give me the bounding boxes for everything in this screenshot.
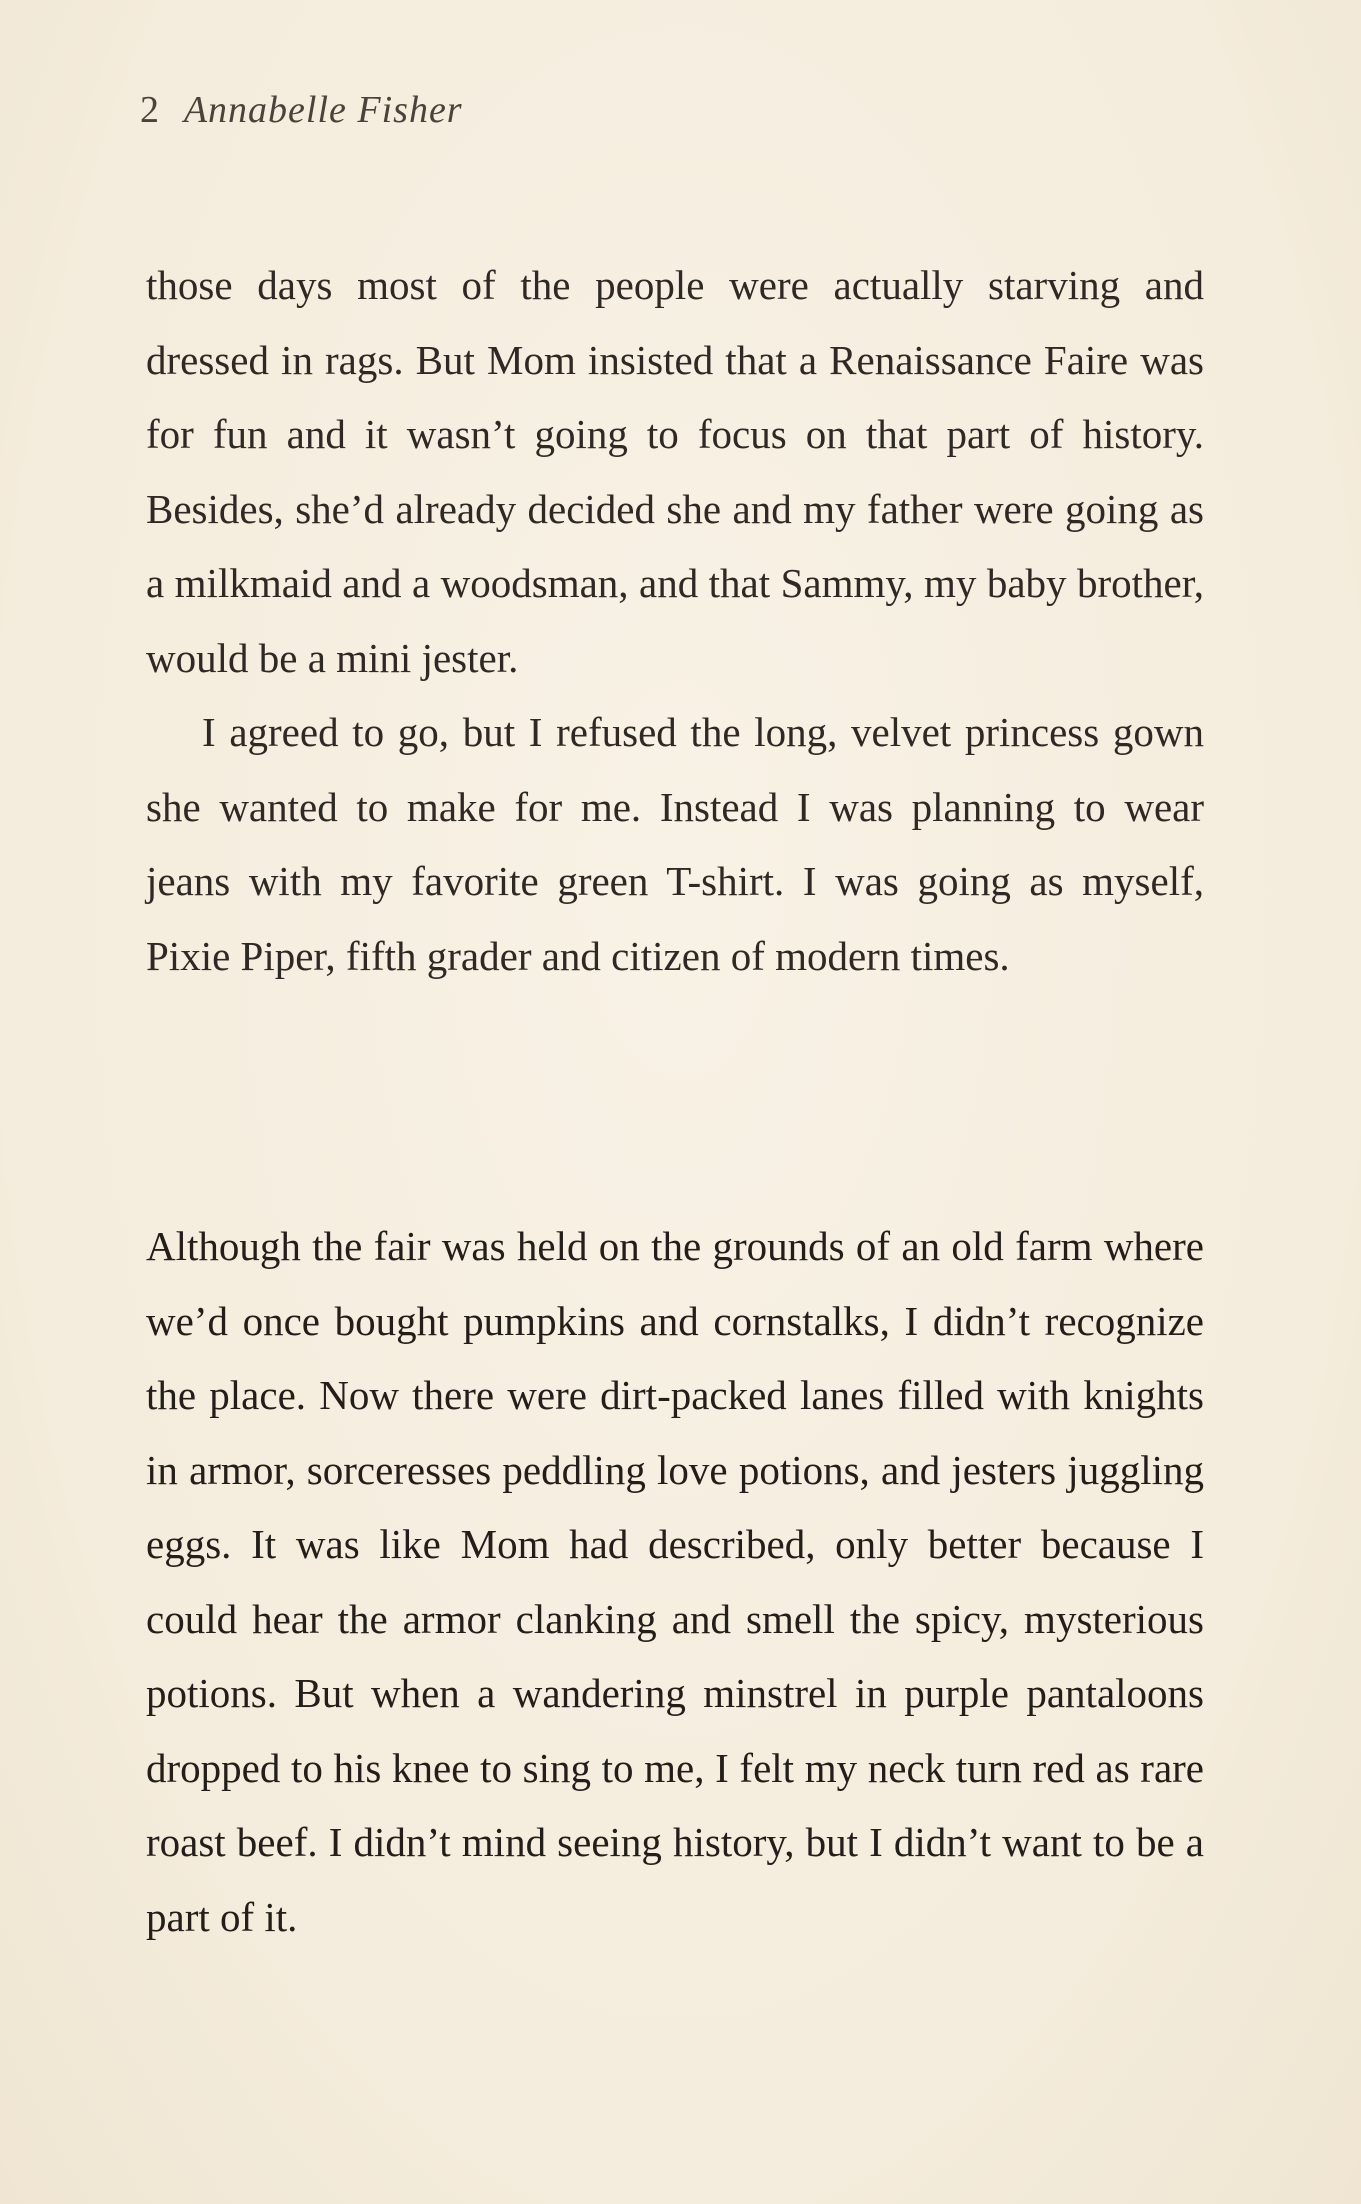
text-section-2 bbox=[146, 1209, 1204, 1954]
page-number: 2 bbox=[140, 89, 160, 131]
paragraph: Although the fair was held on the grounds of an old farm where we’d once bought pumpkins and cornstalks, I didn’t recognize the place. Now there were dirt-packed lanes filled with knights in armor, sorceresses peddling love potions, and jesters juggling eggs. It was like Mom had described, only better because I could hear the armor clanking and smell the spicy, mysterious potions. But when a wandering minstrel in purple pantaloons dropped to his knee to sing to me, I felt my neck turn red as rare roast beef. I didn’t mind seeing history, but I didn’t want to be a part of it. bbox=[146, 1223, 1204, 1940]
author-name: Annabelle Fisher bbox=[183, 89, 463, 131]
running-head bbox=[140, 88, 463, 132]
paragraph: those days most of the people were actually starving and dressed in rags. But Mom insisted that a Renaissance Faire was for fun and it wasn’t going to focus on that part of history. Besides, she’d already decided she and my father were going as a milkmaid and a woodsman, and that Sammy, my baby brother, would be a mini jester. bbox=[146, 262, 1204, 681]
text-section-1 bbox=[146, 248, 1204, 993]
paragraph: I agreed to go, but I refused the long, velvet princess gown she wanted to make for me. Instead I was planning to wear jeans with my favorite green T-shirt. I was going as myself, Pixie Piper, fifth grader and citizen of modern times. bbox=[146, 709, 1204, 979]
